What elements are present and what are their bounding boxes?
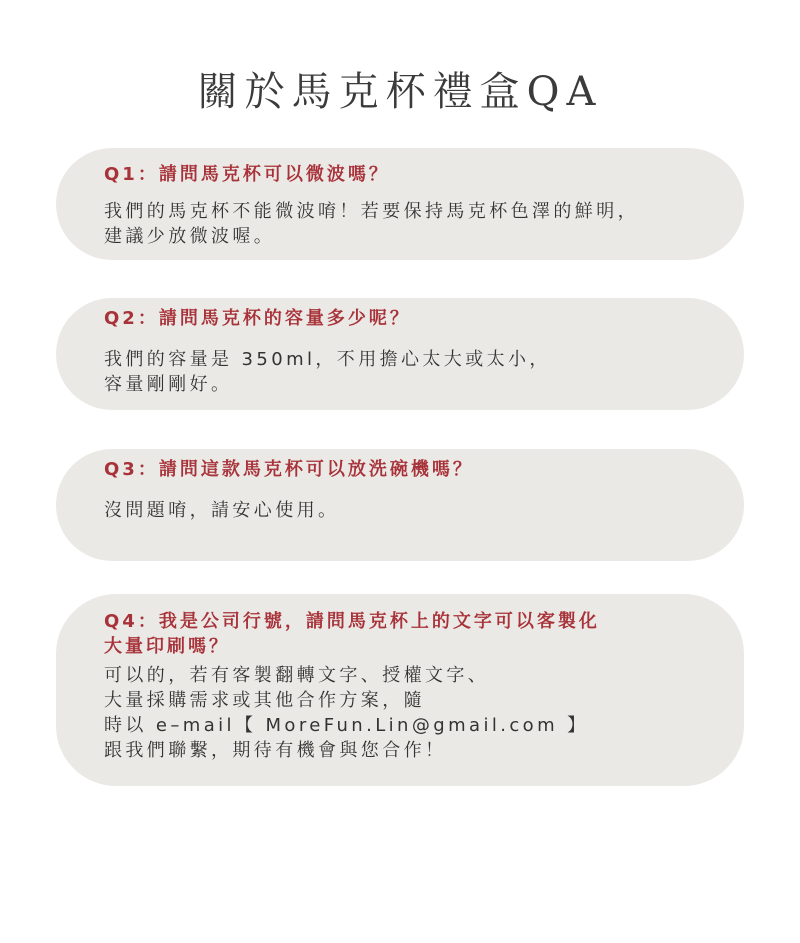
faq-answer	[104, 498, 704, 523]
faq-question-line: Q3：請問這款馬克杯可以放洗碗機嗎？	[104, 459, 474, 480]
faq-answer-line: 跟我們聯繫，期待有機會與您合作！	[104, 740, 447, 761]
faq-card-q2	[56, 298, 744, 410]
faq-question	[104, 306, 704, 331]
faq-card-q4	[56, 594, 744, 786]
faq-answer	[104, 663, 704, 763]
faq-question	[104, 609, 704, 659]
faq-card-q1	[56, 148, 744, 260]
faq-answer-line: 我們的容量是 350ml，不用擔心太大或太小，	[104, 349, 551, 370]
faq-question-line: 大量印刷嗎？	[104, 636, 230, 657]
faq-question-line: Q2：請問馬克杯的容量多少呢？	[104, 308, 411, 329]
faq-answer-line: 時以 e–mail【 MoreFun.Lin@gmail.com 】	[104, 715, 589, 736]
faq-question-line: Q4：我是公司行號，請問馬克杯上的文字可以客製化	[104, 611, 600, 632]
faq-answer-line: 容量剛剛好。	[104, 374, 233, 395]
faq-question	[104, 162, 704, 187]
faq-answer	[104, 199, 704, 249]
faq-answer-line: 沒問題唷，請安心使用。	[104, 500, 340, 521]
faq-answer-line: 建議少放微波喔。	[104, 226, 276, 247]
faq-answer-line: 我們的馬克杯不能微波唷！若要保持馬克杯色澤的鮮明，	[104, 201, 639, 222]
faq-answer-line: 可以的，若有客製翻轉文字、授權文字、	[104, 665, 490, 686]
faq-answer	[104, 347, 704, 397]
faq-question	[104, 457, 704, 482]
faq-card-q3	[56, 449, 744, 561]
faq-question-line: Q1：請問馬克杯可以微波嗎？	[104, 164, 390, 185]
faq-answer-line: 大量採購需求或其他合作方案，隨	[104, 690, 425, 711]
page-title: 關於馬克杯禮盒QA	[197, 69, 603, 115]
